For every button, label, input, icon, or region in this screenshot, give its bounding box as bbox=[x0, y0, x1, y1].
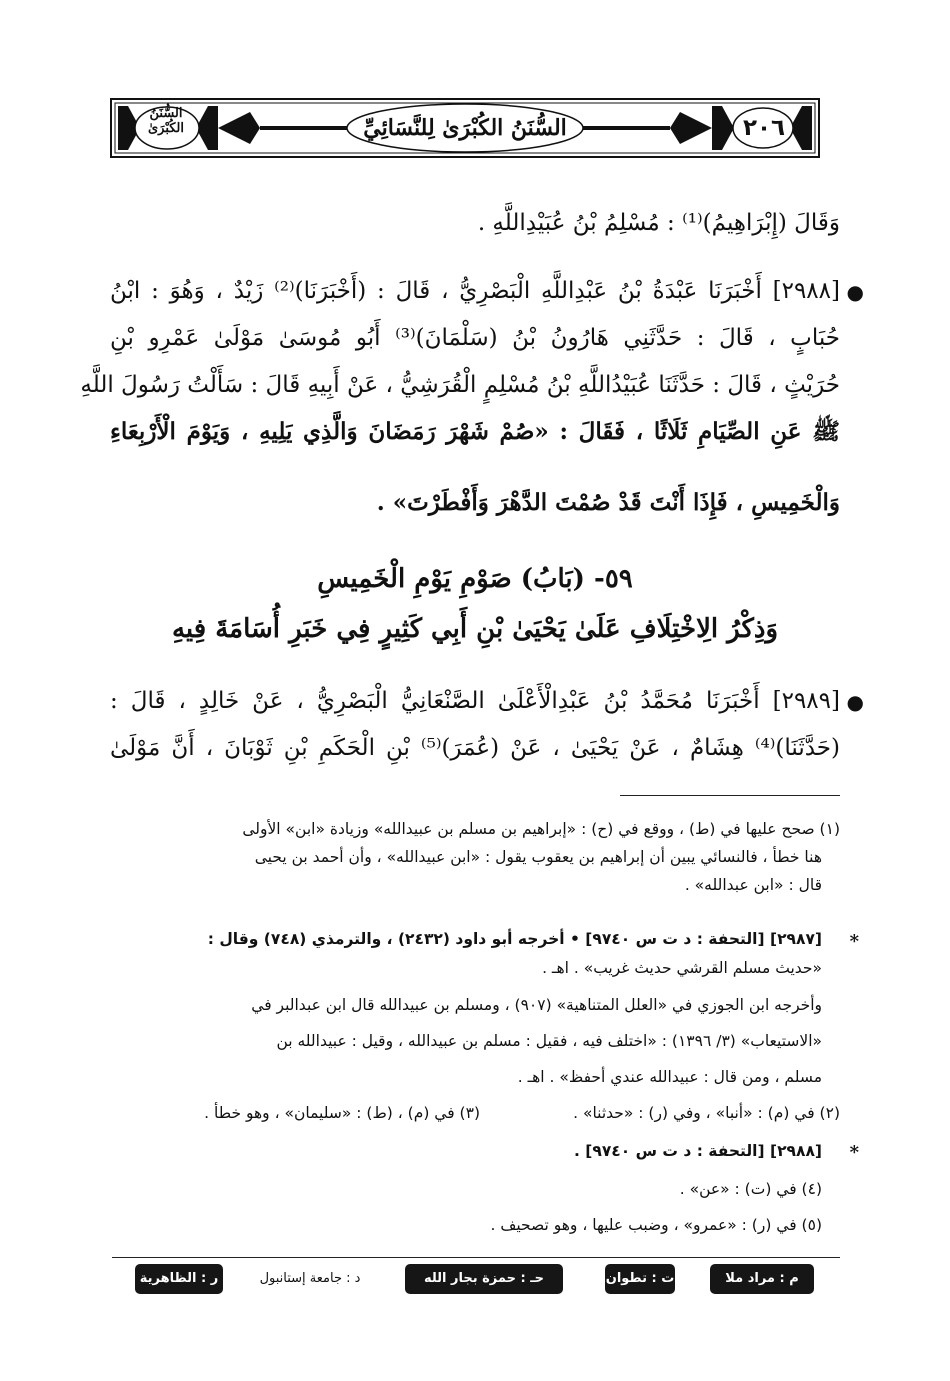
logo-line-2: الكُبْرَىٰ bbox=[147, 121, 185, 136]
commentary-2987-line-4: «الاستيعاب» (٣/ ١٣٩٦) : «اختلف فيه ، فقيل : مسلم بن عبيدالله ، وقيل : عبيدالله بن bbox=[276, 1032, 822, 1050]
commentary-2988: [٢٩٨٨] [التحفة : د ت س ٩٧٤٠] . bbox=[573, 1142, 822, 1160]
legend-manuscript-m: م : مراد ملا bbox=[710, 1264, 814, 1294]
footnote-4: (٤) في (ت) : «عن» . bbox=[679, 1180, 822, 1198]
legend-manuscript-r: ر : الظاهرية bbox=[135, 1264, 223, 1294]
footnote-3: (٣) في (م) ، (ط) : «سليمان» ، وهو خطأ . bbox=[204, 1104, 480, 1122]
chapter-subtitle: وَذِكْرُ الِاخْتِلَافِ عَلَىٰ يَحْيَىٰ بْنِ أَبِي كَثِيرٍ فِي خَبَرِ أُسَامَةَ فِيهِ bbox=[171, 614, 779, 644]
hadith-2988-line-2: حُبَابٍ ، قَالَ : حَدَّثَنِي هَارُونُ بْنُ (سَلْمَانَ)⁽³⁾ أَبُو مُوسَىٰ مَوْلَىٰ عَمْرِو بْنِ bbox=[110, 325, 840, 351]
intro-line: وَقَالَ (إِبْرَاهِيمُ)⁽¹⁾ : مُسْلِمُ بْنُ عُبَيْدِاللَّهِ . bbox=[477, 210, 840, 236]
legend-manuscript-t: ت : تطوان bbox=[605, 1264, 675, 1294]
hadith-bullet: ● bbox=[846, 690, 864, 714]
commentary-star: * bbox=[849, 931, 859, 952]
commentary-2987-line-3: وأخرجه ابن الجوزي في «العلل المتناهية» (٩٠٧) ، ومسلم بن عبيدالله قال ابن عبدالبر في bbox=[251, 996, 822, 1014]
footnote-1-line-1: (١) صحح عليها في (ط) ، ووقع في (ح) : «إبراهيم بن مسلم بن عبيدالله» وزيادة «ابن» الأولى bbox=[242, 820, 840, 838]
page-header bbox=[110, 98, 820, 158]
running-title: السُّنَنُ الكُبْرَىٰ لِلنَّسَائِيِّ bbox=[363, 115, 567, 141]
footnote-separator bbox=[620, 795, 840, 796]
legend-manuscript-d: د : جامعة إستانبول bbox=[259, 1271, 361, 1286]
footnote-2: (٢) في (م) : «أنبا» ، وفي (ر) : «حدثنا» . bbox=[573, 1104, 840, 1122]
commentary-2987-line-2: «حديث مسلم القرشي حديث غريب» . اهـ . bbox=[542, 959, 822, 977]
legend-rule bbox=[112, 1257, 840, 1258]
footnote-1-line-2: هنا خطأ ، فالنسائي يبين أن إبراهيم بن يعقوب يقول : «ابن عبيدالله» ، وأن أحمد بن يحيى bbox=[254, 848, 822, 866]
footnote-5: (٥) في (ر) : «عمرو» ، وضبب عليها ، وهو تصحيف . bbox=[490, 1216, 822, 1234]
hadith-2989-line-1: [٢٩٨٩] أَخْبَرَنَا مُحَمَّدُ بْنُ عَبْدِالْأَعْلَىٰ الصَّنْعَانِيُّ الْبَصْرِيُّ ، عَنْ خَالِدٍ ، قَالَ : bbox=[110, 688, 840, 714]
hadith-2989-line-2: (حَدَّثَنَا)⁽⁴⁾ هِشَامٌ ، عَنْ يَحْيَىٰ ، عَنْ (عُمَرَ)⁽⁵⁾ بْنِ الْحَكَمِ بْنِ ثَوْبَانَ ، أَنَّ مَوْلَىٰ bbox=[110, 735, 840, 761]
footnote-1-line-3: قال : «ابن عبدالله» . bbox=[684, 876, 822, 894]
commentary-2987-line-1: [٢٩٨٧] [التحفة : د ت س ٩٧٤٠] • أخرجه أبو داود (٢٤٣٢) ، والترمذي (٧٤٨) وقال : bbox=[207, 930, 822, 948]
page-number: ٢٠٦ bbox=[742, 115, 786, 141]
hadith-2988-line-5: وَالْخَمِيسِ ، فَإِذَا أَنْتَ قَدْ صُمْتَ الدَّهْرَ وَأَفْطَرْتَ» . bbox=[376, 489, 840, 516]
legend-manuscript-h: حـ : حمزة بجار الله bbox=[405, 1264, 563, 1294]
hadith-2988-line-4: ﷺ عَنِ الصِّيَامِ ثَلَاثًا ، فَقَالَ : «صُمْ شَهْرَ رَمَضَانَ وَالَّذِي يَلِيهِ ، وَيَوْمَ الْأَرْبِعَاءِ bbox=[110, 418, 840, 445]
chapter-title: ٥٩- (بَابُ) صَوْمِ يَوْمِ الْخَمِيسِ bbox=[317, 564, 633, 594]
hadith-2988-line-3: حُرَيْثٍ ، قَالَ : حَدَّثَنَا عُبَيْدُاللَّهِ بْنُ مُسْلِمٍ الْقُرَشِيُّ ، عَنْ أَبِيهِ قَالَ : سَأَلْتُ رَسُولَ اللَّهِ bbox=[80, 372, 840, 398]
hadith-2988-line-1: [٢٩٨٨] أَخْبَرَنَا عَبْدَةُ بْنُ عَبْدِاللَّهِ الْبَصْرِيُّ ، قَالَ : (أَخْبَرَنَا)⁽²⁾ زَيْدٌ ، وَهُوَ : ابْنُ bbox=[110, 278, 840, 304]
commentary-2987-line-5: مسلم ، ومن قال : عبيدالله عندي أحفظ» . اهـ . bbox=[517, 1068, 822, 1086]
hadith-bullet: ● bbox=[846, 280, 864, 304]
logo-line-1: السُّنَنُ bbox=[149, 106, 183, 121]
book-logo bbox=[118, 106, 214, 150]
commentary-star: * bbox=[849, 1142, 859, 1163]
